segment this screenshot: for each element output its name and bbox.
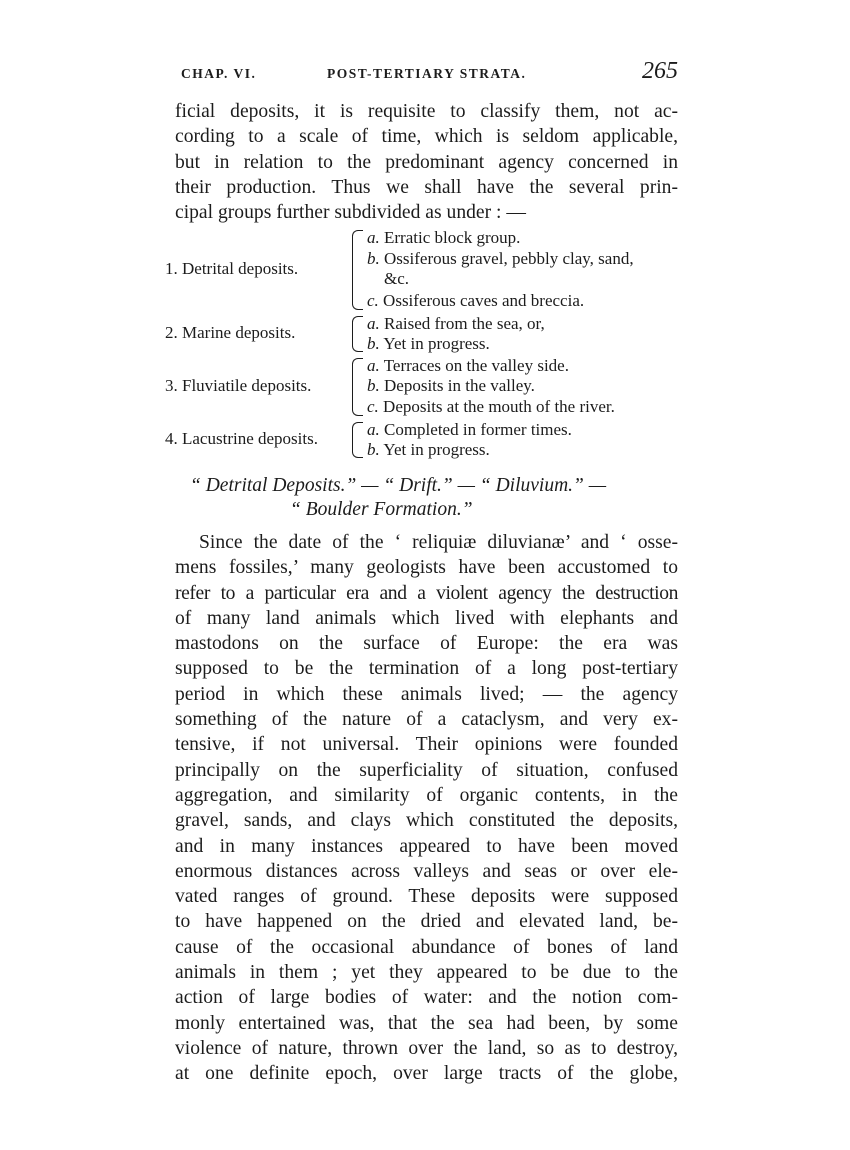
text-line: cipal groups further subdivided as under : — (175, 202, 526, 224)
item-text: Yet in progress. (383, 440, 490, 459)
group-name: 2. Marine deposits. (165, 323, 296, 342)
group-name: 4. Lacustrine deposits. (165, 429, 318, 448)
list-item (367, 334, 490, 354)
item-letter: b. (367, 249, 380, 268)
chapter-label: CHAP. VI. (181, 66, 257, 81)
text-line: violence of nature, thrown over the land, so as to destroy, (175, 1037, 678, 1059)
list-item (367, 249, 634, 269)
classification-table (165, 228, 685, 458)
brace (352, 422, 363, 458)
item-text: Yet in progress. (383, 334, 490, 353)
text-line: to have happened on the dried and elevated land, be- (175, 911, 678, 933)
brace (352, 316, 363, 352)
page-number: 265 (642, 58, 678, 84)
running-title: POST-TERTIARY STRATA. (327, 66, 527, 81)
list-item (367, 420, 572, 440)
text-line: tensive, if not universal. Their opinions were founded (175, 734, 678, 756)
item-text: Deposits at the mouth of the river. (383, 397, 615, 416)
list-item (367, 269, 409, 289)
text-line: period in which these animals lived; — the agency (175, 683, 678, 705)
text-line: supposed to be the termination of a long post-tertiary (175, 658, 678, 680)
text-line: their production. Thus we shall have the several prin- (175, 176, 678, 198)
item-text: Deposits in the valley. (384, 376, 535, 395)
item-letter: a. (367, 420, 380, 439)
item-letter: b. (367, 334, 380, 353)
item-letter: c. (367, 397, 379, 416)
text-line: ficial deposits, it is requisite to classify them, not ac- (175, 101, 678, 122)
list-item (367, 397, 615, 417)
text-line: refer to a particular era and a violent agency the destruction (175, 582, 678, 604)
text-line: cause of the occasional abundance of bones of land (175, 936, 678, 958)
list-item (367, 314, 545, 334)
list-item (367, 356, 569, 376)
list-item (367, 228, 520, 248)
item-letter: a. (367, 356, 380, 375)
body-paragraph (175, 530, 678, 1087)
text-line: mastodons on the surface of Europe: the era was (175, 633, 678, 655)
group-name: 3. Fluviatile deposits. (165, 376, 312, 395)
text-line: something of the nature of a cataclysm, and very ex- (175, 709, 678, 731)
section-heading-line: “ Boulder Formation.” (290, 499, 473, 520)
item-letter: b. (367, 440, 380, 459)
item-text: &c. (384, 269, 410, 288)
text-line: but in relation to the predominant agency concerned in (175, 151, 678, 173)
text-line: action of large bodies of water: and the notion com- (175, 987, 678, 1009)
text-line: vated ranges of ground. These deposits were supposed (175, 886, 678, 908)
list-item (367, 291, 584, 311)
text-line: mens fossiles,’ many geologists have been accustomed to (175, 557, 678, 579)
item-letter: c. (367, 291, 379, 310)
text-line: monly entertained was, that the sea had been, by some (175, 1012, 678, 1034)
list-item (367, 376, 535, 396)
item-letter: b. (367, 376, 380, 395)
section-heading (190, 474, 670, 522)
text-line: aggregation, and similarity of organic contents, in the (175, 784, 678, 806)
item-text: Ossiferous gravel, pebbly clay, sand, (384, 249, 634, 268)
item-text: Raised from the sea, or, (384, 314, 545, 333)
text-line: gravel, sands, and clays which constituted the deposits, (175, 810, 678, 832)
brace (352, 230, 363, 310)
text-line: animals in them ; yet they appeared to be due to the (175, 962, 678, 984)
item-text: Ossiferous caves and breccia. (383, 291, 585, 310)
item-letter: a. (367, 314, 380, 333)
text-line: enormous distances across valleys and seas or over ele- (175, 860, 678, 882)
item-text: Erratic block group. (384, 228, 521, 247)
text-line: Since the date of the ‘ reliquiæ diluvianæ’ and ‘ osse- (199, 532, 678, 553)
list-item (367, 440, 490, 460)
text-line: and in many instances appeared to have been moved (175, 835, 678, 857)
text-line: principally on the superficiality of situation, confused (175, 759, 678, 781)
item-text: Completed in former times. (384, 420, 572, 439)
section-heading-line: “ Detrital Deposits.” — “ Drift.” — “ Diluvium.” — (190, 475, 607, 496)
running-header (175, 60, 680, 90)
brace (352, 358, 363, 416)
text-line: cording to a scale of time, which is seldom applicable, (175, 126, 678, 148)
item-text: Terraces on the valley side. (383, 356, 569, 375)
text-line: at one definite epoch, over large tracts of the globe, (175, 1063, 678, 1085)
item-letter: a. (367, 228, 380, 247)
group-name: 1. Detrital deposits. (165, 259, 299, 278)
intro-paragraph (175, 99, 678, 225)
text-line: of many land animals which lived with elephants and (175, 607, 678, 629)
